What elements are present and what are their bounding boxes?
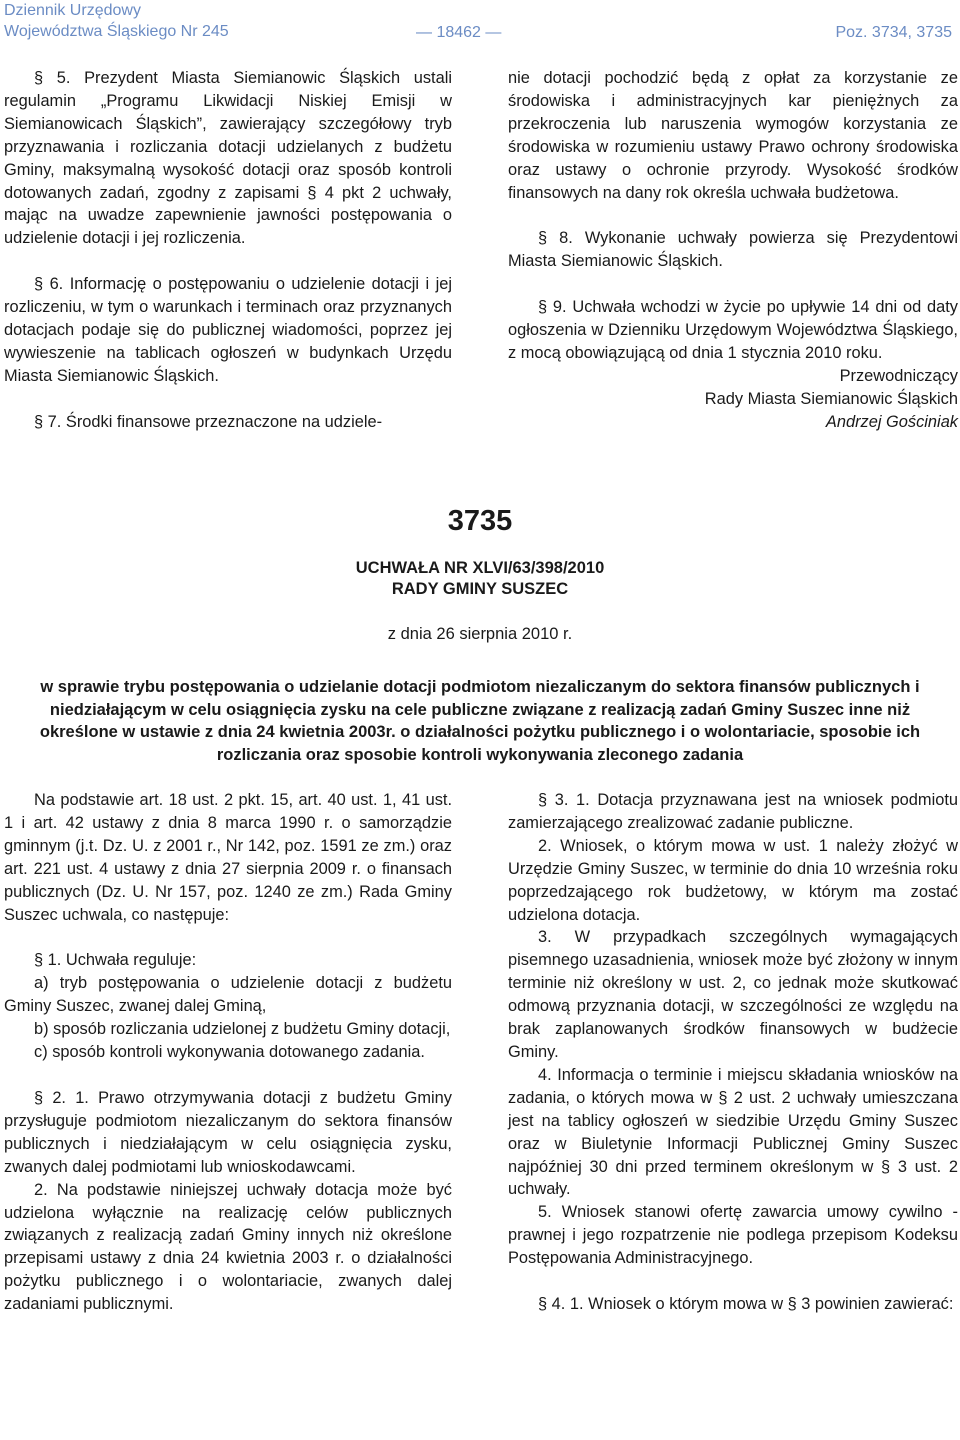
signature-role: Przewodniczący — [839, 366, 958, 385]
section-2-point-1: § 2. 1. Prawo otrzymywania dotacji z budżetu Gminy przysługuje podmiotom niezaliczanym do sektora finansów publicznych i niedziałającym w celu osiągnięcia zysku, zwanych dalej podmiotami lub wnioskodawcami. — [4, 1088, 452, 1176]
section-1-item-b: b) sposób rozliczania udzielonej z budżetu Gminy dotacji, — [34, 1020, 451, 1039]
journal-name — [4, 0, 229, 42]
top-right-column — [508, 67, 958, 434]
section-4-point-1: § 4. 1. Wniosek o którym mowa w § 3 powinien zawierać: — [538, 1295, 954, 1314]
section-2-point-2: 2. Na podstawie niniejszej uchwały dotacja może być udzielona wyłącznie na realizację celów publicznych związanych z realizacją zadań Gminy innych niż określone przepisami ustawy z dnia 24 kwietnia 2003 r. o działalności pożytku publicznego i o wolontariacie, zwanych dalej zadaniami publicznymi. — [4, 1180, 452, 1314]
journal-voivodeship: Województwa Śląskiego Nr 245 — [4, 23, 229, 40]
section-3-point-1: § 3. 1. Dotacja przyznawana jest na wniosek podmiotu zamierzającego zrealizować zadanie publiczne. — [508, 791, 958, 832]
section-1: § 1. Uchwała reguluje: — [34, 951, 197, 970]
top-left-column — [4, 67, 452, 434]
paragraph-8: § 8. Wykonanie uchwały powierza się Prezydentowi Miasta Siemianowic Śląskich. — [508, 229, 958, 271]
paragraph-7-continued: nie dotacji pochodzić będą z opłat za korzystanie ze środowiska i administracyjnych kar pieniężnych za przekroczenia lub naruszenia wymogów korzystania ze środowiska w rozumieniu ustawy Prawo ochrony środowiska oraz ustawy o ochronie przyrody. Wysokość środków finansowych na dany rok określa uchwała budżetowa. — [508, 69, 958, 202]
bottom-right-column — [508, 789, 958, 1316]
paragraph-6: § 6. Informację o postępowaniu o udzielenie dotacji i jej rozliczeniu, w tym o warunkach i terminach oraz przyznanych dotacjach podaje się do publicznej wiadomości, poprzez jej wywieszenie na tablicach ogłoszeń w budynkach Urzędu Miasta Siemianowic Śląskich. — [4, 275, 452, 385]
act-title-line-2: RADY GMINY SUSZEC — [391, 580, 569, 598]
act-date: z dnia 26 sierpnia 2010 r. — [387, 625, 573, 643]
signature-name: Andrzej Gościniak — [825, 412, 958, 431]
page-header — [0, 0, 960, 44]
section-3-point-3: 3. W przypadkach szczególnych wymagających pisemnego uzasadnienia, wniosek może być złożony w innym terminie niż określony w ust. 2, co jednak może skutkować odmową przyznania dotacji, w szczególności ze względu na brak zaplanowanych środków finansowych w budżecie Gminy. — [508, 928, 958, 1061]
section-3-point-5: 5. Wniosek stanowi ofertę zawarcia umowy cywilno - prawnej i jego rozpatrzenie nie podlega przepisom Kodeksu Postępowania Administracyjnego. — [508, 1203, 958, 1268]
preamble: Na podstawie art. 18 ust. 2 pkt. 15, art. 40 ust. 1, 41 ust. 1 i art. 42 ustawy z dnia 8 marca 1990 r. o samorządzie gminnym (j.t. Dz. U. z 2001 r., Nr 142, poz. 1591 ze zm.) oraz art. 221 ust. 4 ustawy z dnia 27 sierpnia 2009 r. o finansach publicznych (Dz. U. Nr 157, poz. 1240 ze zm.) Rada Gminy Suszec uchwala, co następuje: — [4, 791, 452, 924]
page-number: — 18462 — — [416, 24, 502, 41]
paragraph-9: § 9. Uchwała wchodzi w życie po upływie 14 dni od daty ogłoszenia w Dzienniku Urzędowym Województwa Śląskiego, z mocą obowiązującą od dnia 1 stycznia 2010 roku. — [508, 298, 958, 363]
act-title — [0, 558, 960, 600]
section-3-point-2: 2. Wniosek, o którym mowa w ust. 1 należy złożyć w Urzędzie Gminy Suszec, w terminie do dnia 10 września roku poprzedzającego rok budżetowy, w którym ma zostać udzielona dotacja. — [508, 836, 958, 924]
section-1-item-a: a) tryb postępowania o udzielenie dotacji z budżetu Gminy Suszec, zwanej dalej Gminą, — [4, 974, 452, 1016]
section-1-item-c: c) sposób kontroli wykonywania dotowanego zadania. — [34, 1043, 425, 1062]
paragraph-5: § 5. Prezydent Miasta Siemianowic Śląskich ustali regulamin „Programu Likwidacji Niskiej Emisji w Siemianowicach Śląskich”, zawierający szczegółowy tryb przyznawania i rozliczania dotacji udzielanych z budżetu Gminy, maksymalną wysokość dotacji oraz sposób kontroli dotowanych zadań, zgodny z zapisami § 4 pkt 2 uchwały, mając na uwadze zapewnienie jawności postępowania o udzielenie dotacji i jej rozliczenia. — [4, 69, 452, 248]
act-subject: w sprawie trybu postępowania o udzielanie dotacji podmiotom niezaliczanym do sektora finansów publicznych i niedziałającym w celu osiągnięcia zysku na cele publiczne związane z realizacją zadań Gminy Suszec inne niż określone w ustawie z dnia 24 kwietnia 2003r. o działalności pożytku publicznego i o wolontariacie, sposobie ich rozliczania oraz sposobie kontroli wykonywania zleconego zadania — [39, 678, 921, 764]
signature-block — [508, 365, 958, 434]
act-number: 3735 — [447, 505, 513, 537]
bottom-left-column — [4, 789, 452, 1316]
position-reference: Poz. 3734, 3735 — [835, 24, 952, 41]
signature-body: Rady Miasta Siemianowic Śląskich — [704, 389, 958, 408]
act-title-line-1: UCHWAŁA NR XLVI/63/398/2010 — [355, 559, 605, 577]
section-3-point-4: 4. Informacja o terminie i miejscu składania wniosków na zadania, o których mowa w § 2 ust. 2 uchwały umieszczana jest na tablicy ogłoszeń w siedzibie Urzędu Gminy Suszec oraz w Biuletynie Informacji Publicznej Gminy Suszec najpóźniej 30 dni przed terminem określonym w § 3 ust. 2 uchwały. — [508, 1065, 958, 1199]
paragraph-7: § 7. Środki finansowe przeznaczone na udziele- — [34, 412, 383, 431]
journal-title: Dziennik Urzędowy — [4, 2, 141, 19]
